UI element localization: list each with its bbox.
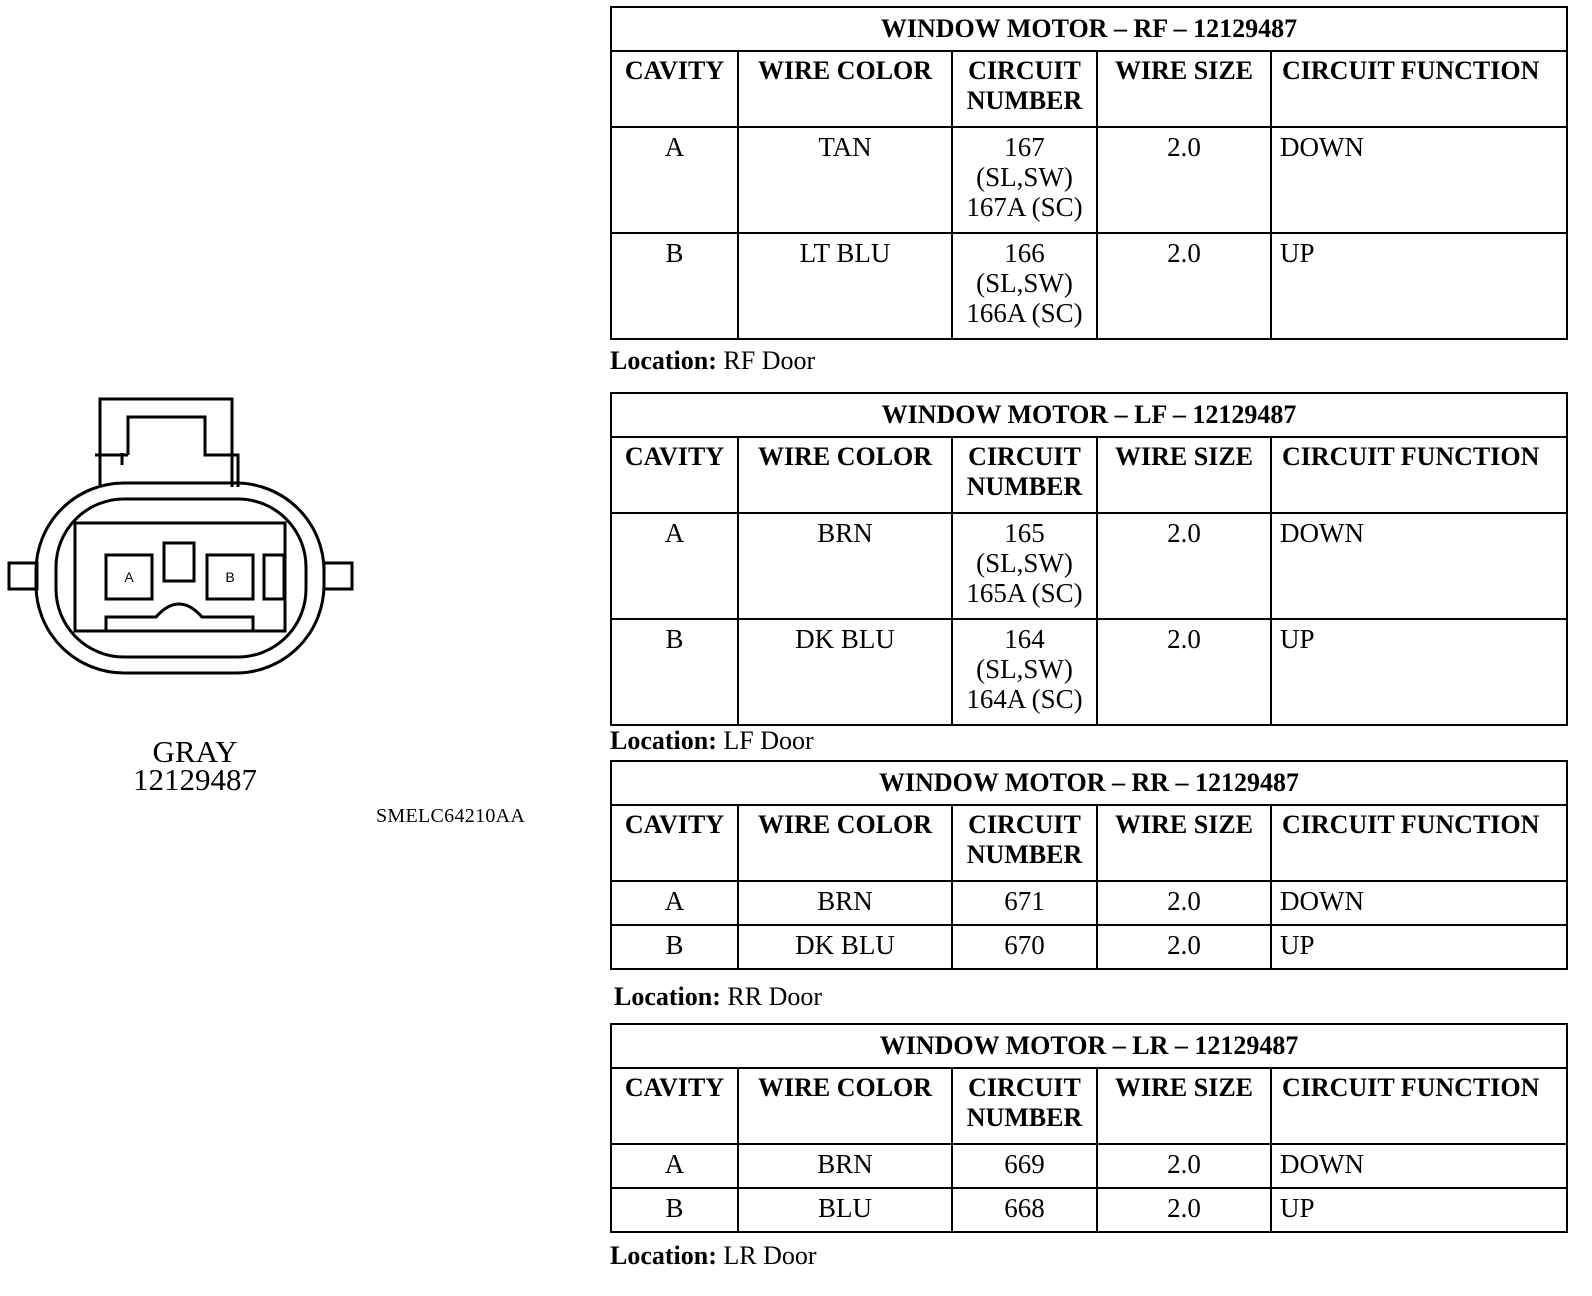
cavity-cell: A	[611, 513, 738, 619]
circuit-number-line: (SL,SW)	[976, 268, 1073, 298]
table-row	[611, 513, 1567, 619]
header-circuit-number: CIRCUIT NUMBER	[952, 805, 1097, 881]
header-wire-color: WIRE COLOR	[738, 805, 952, 881]
circuit-number-line: 165	[1004, 518, 1045, 548]
table-row	[611, 619, 1567, 725]
circuit-number-line: (SL,SW)	[976, 654, 1073, 684]
circuit-number-cell	[952, 233, 1097, 339]
circuit-number-cell: 671	[952, 881, 1097, 925]
header-cavity: CAVITY	[611, 805, 738, 881]
circuit-number-line: 164	[1004, 624, 1045, 654]
header-wire-size: WIRE SIZE	[1097, 437, 1271, 513]
table-row	[611, 233, 1567, 339]
wire-size-cell: 2.0	[1097, 1144, 1271, 1188]
table-row	[611, 925, 1567, 969]
circuit-number-line: (SL,SW)	[976, 548, 1073, 578]
header-circuit-function: CIRCUIT FUNCTION	[1271, 51, 1567, 127]
header-circuit-number: CIRCUIT NUMBER	[952, 51, 1097, 127]
table-block-lr	[610, 1023, 1566, 1271]
cavity-cell: A	[611, 127, 738, 233]
cavity-b-label: B	[225, 569, 235, 585]
table-title: WINDOW MOTOR – RF – 12129487	[611, 7, 1567, 51]
circuit-number-line: 165A (SC)	[966, 578, 1083, 608]
wire-color-cell: BRN	[738, 1144, 952, 1188]
header-cavity: CAVITY	[611, 1068, 738, 1144]
circuit-function-cell: UP	[1271, 1188, 1567, 1232]
circuit-number-line: 167A (SC)	[966, 192, 1083, 222]
circuit-function-cell: DOWN	[1271, 127, 1567, 233]
header-wire-size: WIRE SIZE	[1097, 51, 1271, 127]
circuit-number-line: (SL,SW)	[976, 162, 1073, 192]
header-wire-size: WIRE SIZE	[1097, 805, 1271, 881]
header-wire-size: WIRE SIZE	[1097, 1068, 1271, 1144]
header-circuit-function: CIRCUIT FUNCTION	[1271, 437, 1567, 513]
cavity-a-label: A	[124, 569, 134, 585]
connector-diagram	[0, 395, 360, 695]
wire-size-cell: 2.0	[1097, 233, 1271, 339]
cavity-cell: A	[611, 1144, 738, 1188]
circuit-number-line: 167	[1004, 132, 1045, 162]
wire-size-cell: 2.0	[1097, 925, 1271, 969]
location-line	[610, 726, 1566, 756]
header-circuit-function: CIRCUIT FUNCTION	[1271, 805, 1567, 881]
header-cavity: CAVITY	[611, 437, 738, 513]
header-cavity: CAVITY	[611, 51, 738, 127]
figure-id: SMELC64210AA	[376, 805, 526, 827]
circuit-function-cell: DOWN	[1271, 1144, 1567, 1188]
cavity-cell: B	[611, 925, 738, 969]
table-block-rr	[610, 760, 1566, 1012]
cavity-cell: B	[611, 233, 738, 339]
connector-color-label: GRAY	[152, 734, 238, 769]
location-value: RF Door	[723, 346, 816, 375]
wire-color-cell: BLU	[738, 1188, 952, 1232]
circuit-function-cell: UP	[1271, 925, 1567, 969]
wire-color-cell: LT BLU	[738, 233, 952, 339]
wire-color-cell: BRN	[738, 513, 952, 619]
circuit-number-cell: 669	[952, 1144, 1097, 1188]
circuit-number-cell: 668	[952, 1188, 1097, 1232]
wire-size-cell: 2.0	[1097, 619, 1271, 725]
wiring-table-lf	[610, 392, 1568, 726]
table-title: WINDOW MOTOR – RR – 12129487	[611, 761, 1567, 805]
header-wire-color: WIRE COLOR	[738, 1068, 952, 1144]
circuit-number-cell	[952, 127, 1097, 233]
circuit-number-cell: 670	[952, 925, 1097, 969]
location-value: LF Door	[723, 726, 814, 755]
location-label: Location:	[610, 346, 717, 375]
wire-size-cell: 2.0	[1097, 881, 1271, 925]
wire-color-cell: TAN	[738, 127, 952, 233]
wire-size-cell: 2.0	[1097, 1188, 1271, 1232]
table-title: WINDOW MOTOR – LR – 12129487	[611, 1024, 1567, 1068]
table-row	[611, 1188, 1567, 1232]
cavity-cell: B	[611, 1188, 738, 1232]
cavity-cell: A	[611, 881, 738, 925]
circuit-function-cell: UP	[1271, 619, 1567, 725]
wire-color-cell: BRN	[738, 881, 952, 925]
location-line	[610, 346, 1566, 376]
table-block-rf	[610, 6, 1566, 376]
header-circuit-function: CIRCUIT FUNCTION	[1271, 1068, 1567, 1144]
circuit-number-cell	[952, 513, 1097, 619]
circuit-function-cell: DOWN	[1271, 513, 1567, 619]
connector-panel	[0, 0, 600, 1296]
cavity-cell: B	[611, 619, 738, 725]
header-circuit-number: CIRCUIT NUMBER	[952, 437, 1097, 513]
location-label: Location:	[610, 726, 717, 755]
location-label: Location:	[614, 982, 721, 1011]
table-row	[611, 1144, 1567, 1188]
location-value: LR Door	[723, 1241, 817, 1270]
location-label: Location:	[610, 1241, 717, 1270]
circuit-function-cell: UP	[1271, 233, 1567, 339]
header-wire-color: WIRE COLOR	[738, 51, 952, 127]
header-circuit-number: CIRCUIT NUMBER	[952, 1068, 1097, 1144]
header-wire-color: WIRE COLOR	[738, 437, 952, 513]
wire-size-cell: 2.0	[1097, 127, 1271, 233]
wiring-table-rr	[610, 760, 1568, 970]
wire-color-cell: DK BLU	[738, 925, 952, 969]
connector-part-number: 12129487	[133, 762, 257, 797]
circuit-function-cell: DOWN	[1271, 881, 1567, 925]
location-value: RR Door	[727, 982, 823, 1011]
location-line	[610, 1241, 1566, 1271]
table-block-lf	[610, 392, 1566, 756]
wiring-table-lr	[610, 1023, 1568, 1233]
table-title: WINDOW MOTOR – LF – 12129487	[611, 393, 1567, 437]
circuit-number-cell	[952, 619, 1097, 725]
wiring-table-rf	[610, 6, 1568, 340]
table-row	[611, 127, 1567, 233]
wire-size-cell: 2.0	[1097, 513, 1271, 619]
circuit-number-line: 166A (SC)	[966, 298, 1083, 328]
circuit-number-line: 166	[1004, 238, 1045, 268]
location-line	[610, 982, 1566, 1012]
circuit-number-line: 164A (SC)	[966, 684, 1083, 714]
wire-color-cell: DK BLU	[738, 619, 952, 725]
table-row	[611, 881, 1567, 925]
